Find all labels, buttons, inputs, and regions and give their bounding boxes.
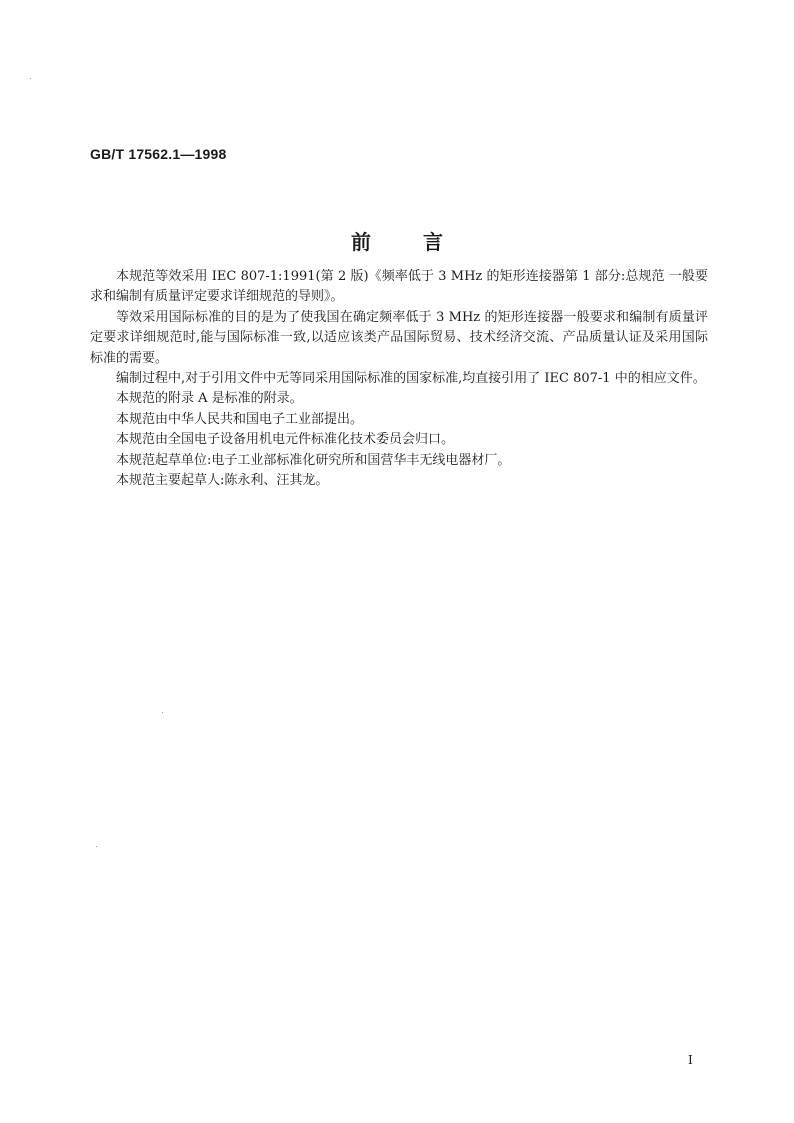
paragraph-appendix: 本规范的附录 A 是标准的附录。 [116,391,303,407]
paragraph-drafters: 本规范主要起草人:陈永利、汪其龙。 [116,473,329,489]
standard-code: GB/T 17562.1—1998 [90,146,227,162]
paragraph-references: 编制过程中,对于引用文件中无等同采用国际标准的国家标准,均直接引用了 IEC 807-1 中的相应文件。 [116,371,706,387]
page-title: 前言 [351,230,495,254]
paragraph-purpose: 等效采用国际标准的目的是为了使我国在确定频率低于 3 MHz 的矩形连接器一般要求和编制有质量评定要求详细规范时,能与国际标准一致,以适应该类产品国际贸易、技术经济交流、产品质量认证及采用国际标准的需要。 [90,309,708,366]
paragraph-drafting-units: 本规范起草单位:电子工业部标准化研究所和国营华丰无线电器材厂。 [116,452,511,468]
page-number: I [688,1053,693,1067]
scan-speck [30,78,31,79]
paragraph-committee: 本规范由全国电子设备用机电元件标准化技术委员会归口。 [116,432,455,448]
scan-speck [162,712,163,713]
scan-speck [96,846,97,847]
paragraph-adoption: 本规范等效采用 IEC 807-1:1991(第 2 版)《频率低于 3 MHz 的矩形连接器第 1 部分:总规范 一般要求和编制有质量评定要求详细规范的导则》。 [90,269,708,305]
body-text [90,267,708,491]
paragraph-proposer: 本规范由中华人民共和国电子工业部提出。 [116,411,364,427]
